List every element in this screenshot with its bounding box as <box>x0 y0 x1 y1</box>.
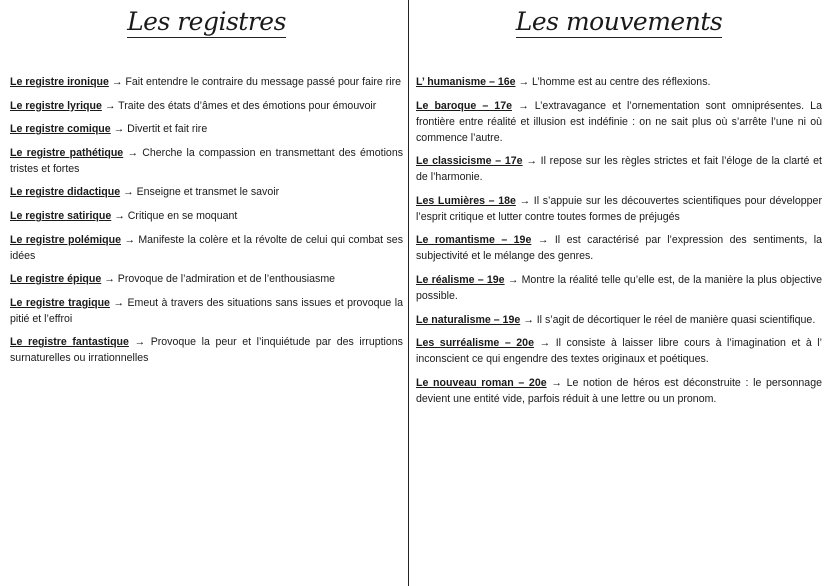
list-item <box>10 295 403 327</box>
list-item <box>10 232 403 264</box>
list-item <box>416 375 822 407</box>
entry-term: Le registre didactique <box>10 186 121 199</box>
entry-term: Le registre comique <box>10 123 111 136</box>
entry-definition: Il repose sur les règles strictes et fait l’éloge de la clarté et de l’harmonie. <box>416 155 822 184</box>
entry-term: Le romantisme – 19e <box>416 234 532 247</box>
entry-term: Le classicisme – 17e <box>416 155 523 168</box>
entry-definition: Il est caractérisé par l’expression des sentiments, la subjectivité et le mélange des genres. <box>416 234 822 263</box>
entry-term: Le nouveau roman – 20e <box>416 376 547 389</box>
arrow-icon: → <box>111 76 123 88</box>
entry-definition: Le notion de héros est déconstruite : le personnage devient une entité vide, parfois réduit à une lettre ou un pronom. <box>416 376 822 405</box>
entry-definition: Il s’appuie sur les découvertes scientifiques pour développer l’esprit critique et lutter contre toutes formes de préjugés <box>416 194 822 223</box>
arrow-icon: → <box>123 186 134 199</box>
arrow-icon: → <box>134 336 146 349</box>
entry-term: Le naturalisme – 19e <box>416 313 521 326</box>
entry-definition: Manifeste la colère et la révolte de celui qui combat ses idées <box>10 233 403 262</box>
list-item <box>10 98 403 114</box>
entry-definition: L’extravagance et l’ornementation sont omniprésentes. La frontière entre réalité et illusion est indéfinie : on ne sait plus où s’arrête l’une ni où commence l’autre. <box>416 99 822 144</box>
arrow-icon: → <box>518 76 530 88</box>
mouvements-title: Les mouvements <box>515 7 723 36</box>
list-item <box>416 193 822 225</box>
list-item <box>10 121 403 137</box>
entry-definition: Traite des états d’âmes et des émotions pour émouvoir <box>118 99 377 112</box>
registres-list <box>10 74 403 374</box>
arrow-icon: → <box>114 209 125 222</box>
entry-definition: Divertit et fait rire <box>127 123 208 136</box>
list-item <box>10 334 403 366</box>
column-divider <box>408 0 409 586</box>
arrow-icon: → <box>519 194 531 207</box>
entry-term: Le registre épique <box>10 273 102 286</box>
entry-term: Le registre fantastique <box>10 336 129 349</box>
list-item <box>10 184 403 200</box>
entry-definition: L’homme est au centre des réflexions. <box>532 76 711 88</box>
mouvements-column <box>416 0 823 405</box>
entry-term: Le registre ironique <box>10 76 109 88</box>
arrow-icon: → <box>113 123 125 136</box>
entry-term: Le registre tragique <box>10 296 110 309</box>
arrow-icon: → <box>537 234 549 247</box>
entry-term: Le réalisme – 19e <box>416 273 505 286</box>
entry-definition: Cherche la compassion en transmettant des émotions tristes et fortes <box>10 146 404 175</box>
entry-definition: Fait entendre le contraire du message passé pour faire rire <box>125 76 401 88</box>
list-item <box>10 271 403 287</box>
entry-definition: Critique en se moquant <box>127 209 238 222</box>
list-item <box>10 145 403 177</box>
list-item <box>416 153 822 185</box>
entry-definition: Provoque la peur et l’inquiétude par des irruptions surnaturelles ou irrationnelles <box>10 336 403 365</box>
list-item <box>416 74 822 90</box>
entry-term: Les Lumières – 18e <box>416 194 516 207</box>
list-item <box>416 272 822 304</box>
entry-term: Le registre pathétique <box>10 146 124 159</box>
entry-term: Les surréalisme – 20e <box>416 337 534 350</box>
arrow-icon: → <box>104 99 116 112</box>
entry-definition: Montre la réalité telle qu’elle est, de la manière la plus objective possible. <box>416 273 822 302</box>
arrow-icon: → <box>551 376 562 389</box>
arrow-icon: → <box>113 296 124 309</box>
registres-title: Les registres <box>127 7 286 36</box>
entry-term: Le registre lyrique <box>10 99 102 112</box>
arrow-icon: → <box>539 337 551 350</box>
entry-definition: Emeut à travers des situations sans issues et provoque la pitié et l’effroi <box>10 296 403 325</box>
entry-definition: Il consiste à laisser libre cours à l’imagination et à l’ inconscient ce qui engendre des textes originaux et poétiques. <box>416 337 823 366</box>
list-item <box>416 98 822 146</box>
arrow-icon: → <box>124 233 135 246</box>
arrow-icon: → <box>526 155 537 168</box>
arrow-icon: → <box>127 146 139 159</box>
entry-term: Le registre polémique <box>10 233 121 246</box>
list-item <box>416 232 822 264</box>
entry-term: Le baroque – 17e <box>416 99 512 112</box>
list-item <box>416 312 822 328</box>
list-item <box>416 335 822 367</box>
arrow-icon: → <box>104 273 115 286</box>
list-item <box>10 74 403 90</box>
registres-column <box>10 0 404 365</box>
arrow-icon: → <box>518 99 529 112</box>
entry-definition: Il s’agit de décortiquer le réel de manière quasi scientifique. <box>536 313 816 326</box>
entry-definition: Enseigne et transmet le savoir <box>136 186 280 199</box>
arrow-icon: → <box>507 273 519 286</box>
list-item <box>10 208 403 224</box>
entry-term: Le registre satirique <box>10 209 112 222</box>
entry-definition: Provoque de l’admiration et de l’enthousiasme <box>117 273 336 286</box>
mouvements-list <box>416 74 822 414</box>
entry-term: L’ humanisme – 16e <box>416 76 516 88</box>
arrow-icon: → <box>523 313 534 326</box>
